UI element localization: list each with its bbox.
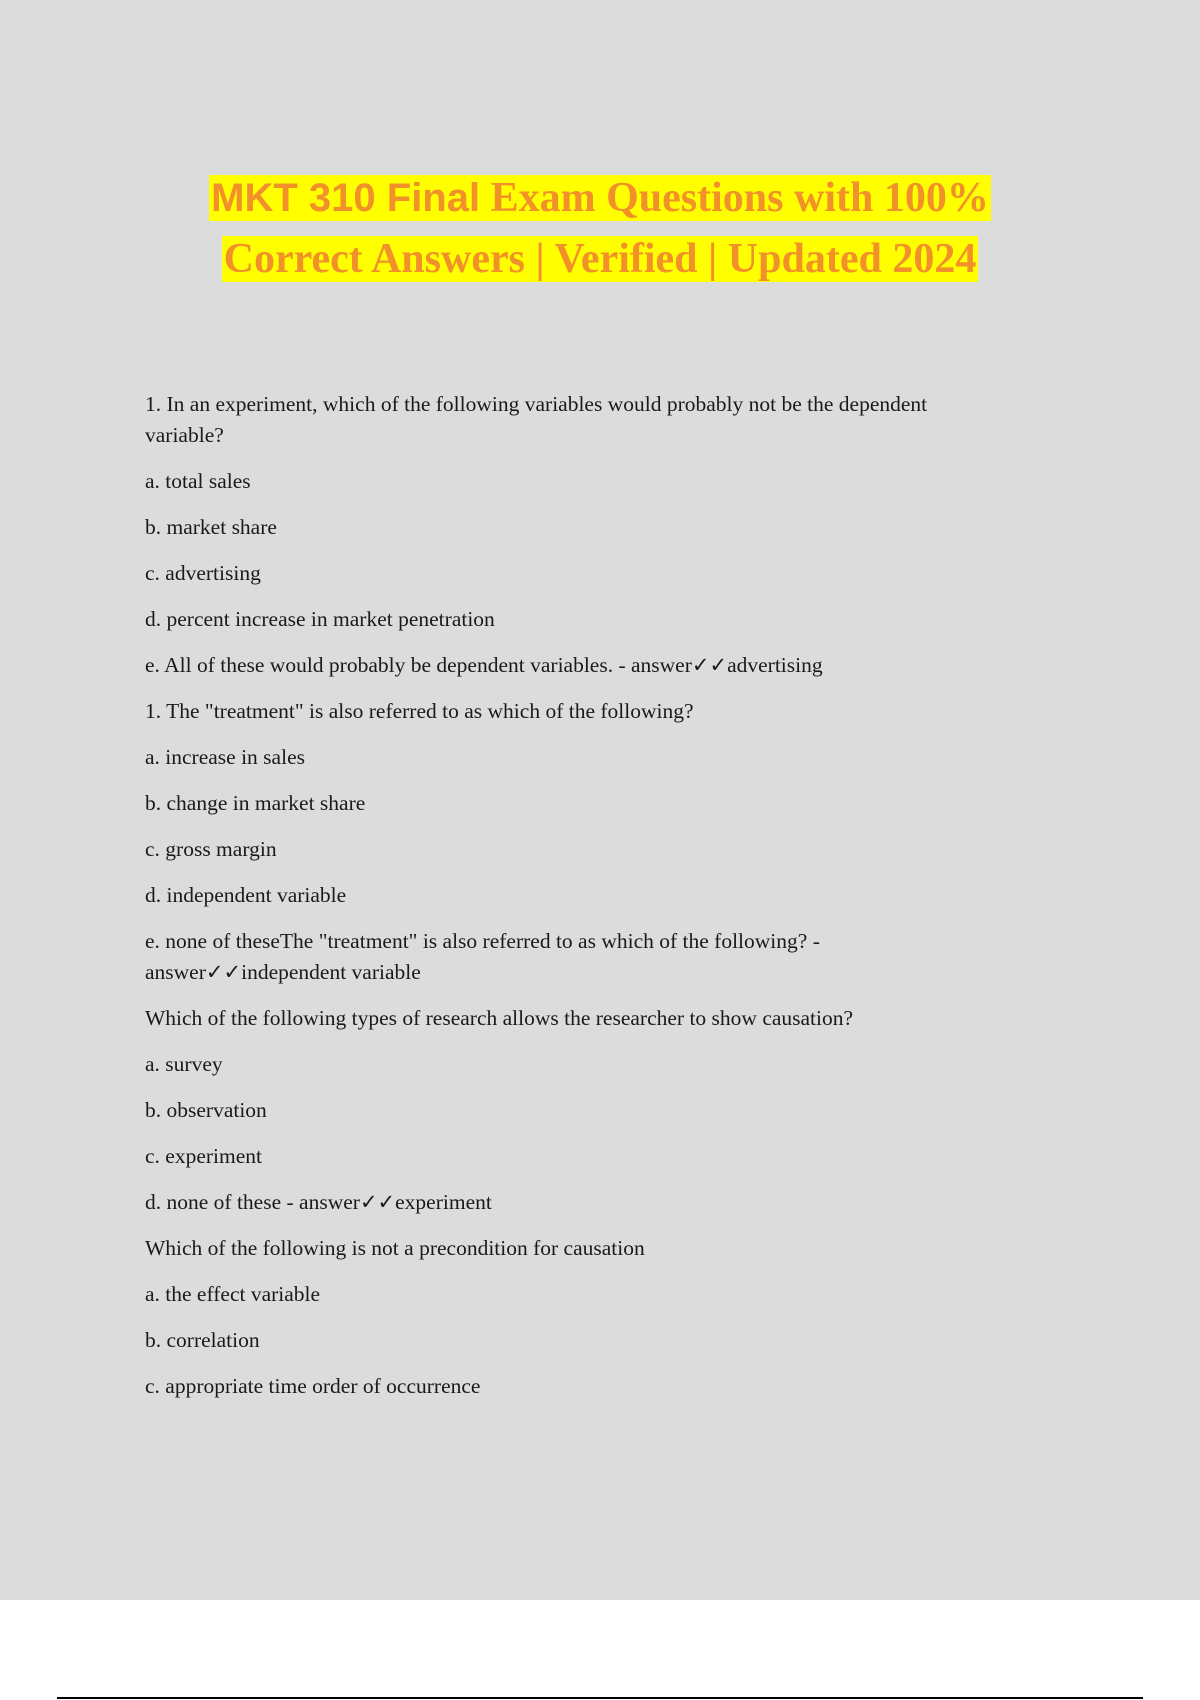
text-line	[145, 957, 1045, 988]
text-line	[145, 1325, 1045, 1356]
line-text: e. none of theseThe "treatment" is also referred to as which of the following? -	[145, 929, 820, 953]
text-line	[145, 389, 1045, 420]
double-check-icon: ✓✓	[205, 960, 242, 984]
answer-text: experiment	[395, 1190, 492, 1214]
footer-divider	[57, 1697, 1143, 1699]
text-line	[145, 880, 1045, 911]
text-line	[145, 604, 1045, 635]
text-line	[145, 696, 1045, 727]
title-line-1-rest: Exam Questions with 100%	[480, 175, 989, 221]
line-text: answer	[145, 960, 206, 984]
line-text: a. increase in sales	[145, 745, 305, 769]
question-list	[145, 389, 1045, 1402]
line-text: d. percent increase in market penetration	[145, 607, 495, 631]
text-line	[145, 420, 1045, 451]
line-text: 1. In an experiment, which of the following variables would probably not be the dependent	[145, 392, 928, 416]
line-text: b. market share	[145, 515, 277, 539]
text-line	[145, 1049, 1045, 1080]
line-text: d. none of these - answer	[145, 1190, 360, 1214]
text-line	[145, 1141, 1045, 1172]
line-text: e. All of these would probably be dependent variables. - answer	[145, 653, 692, 677]
line-text: Which of the following types of research allows the researcher to show causation?	[145, 1006, 854, 1030]
text-line	[145, 1371, 1045, 1402]
line-text: c. appropriate time order of occurrence	[145, 1374, 481, 1398]
document-title	[0, 168, 1200, 290]
text-line	[145, 558, 1045, 589]
text-line	[145, 1095, 1045, 1126]
text-line	[145, 466, 1045, 497]
text-line	[145, 742, 1045, 773]
line-text: b. observation	[145, 1098, 267, 1122]
text-line	[145, 1187, 1045, 1218]
line-text: 1. The "treatment" is also referred to as which of the following?	[145, 699, 694, 723]
line-text: c. gross margin	[145, 837, 277, 861]
text-line	[145, 650, 1045, 681]
title-course-code: MKT 310 Final	[211, 176, 481, 220]
line-text: d. independent variable	[145, 883, 347, 907]
text-line	[145, 512, 1045, 543]
line-text: a. total sales	[145, 469, 251, 493]
line-text: b. correlation	[145, 1328, 260, 1352]
text-line	[145, 926, 1045, 957]
line-text: a. the effect variable	[145, 1282, 321, 1306]
answer-text: independent variable	[241, 960, 421, 984]
text-line	[145, 1279, 1045, 1310]
double-check-icon: ✓✓	[359, 1190, 396, 1214]
line-text: variable?	[145, 423, 224, 447]
title-line-2: Correct Answers | Verified | Updated 2024	[223, 236, 977, 282]
text-line	[145, 788, 1045, 819]
text-line	[145, 1233, 1045, 1264]
line-text: c. advertising	[145, 561, 261, 585]
line-text: c. experiment	[145, 1144, 263, 1168]
double-check-icon: ✓✓	[691, 653, 728, 677]
text-line	[145, 1003, 1045, 1034]
line-text: a. survey	[145, 1052, 223, 1076]
text-line	[145, 834, 1045, 865]
line-text: b. change in market share	[145, 791, 366, 815]
answer-text: advertising	[727, 653, 823, 677]
title-line-1	[209, 175, 991, 221]
line-text: Which of the following is not a precondition for causation	[145, 1236, 645, 1260]
